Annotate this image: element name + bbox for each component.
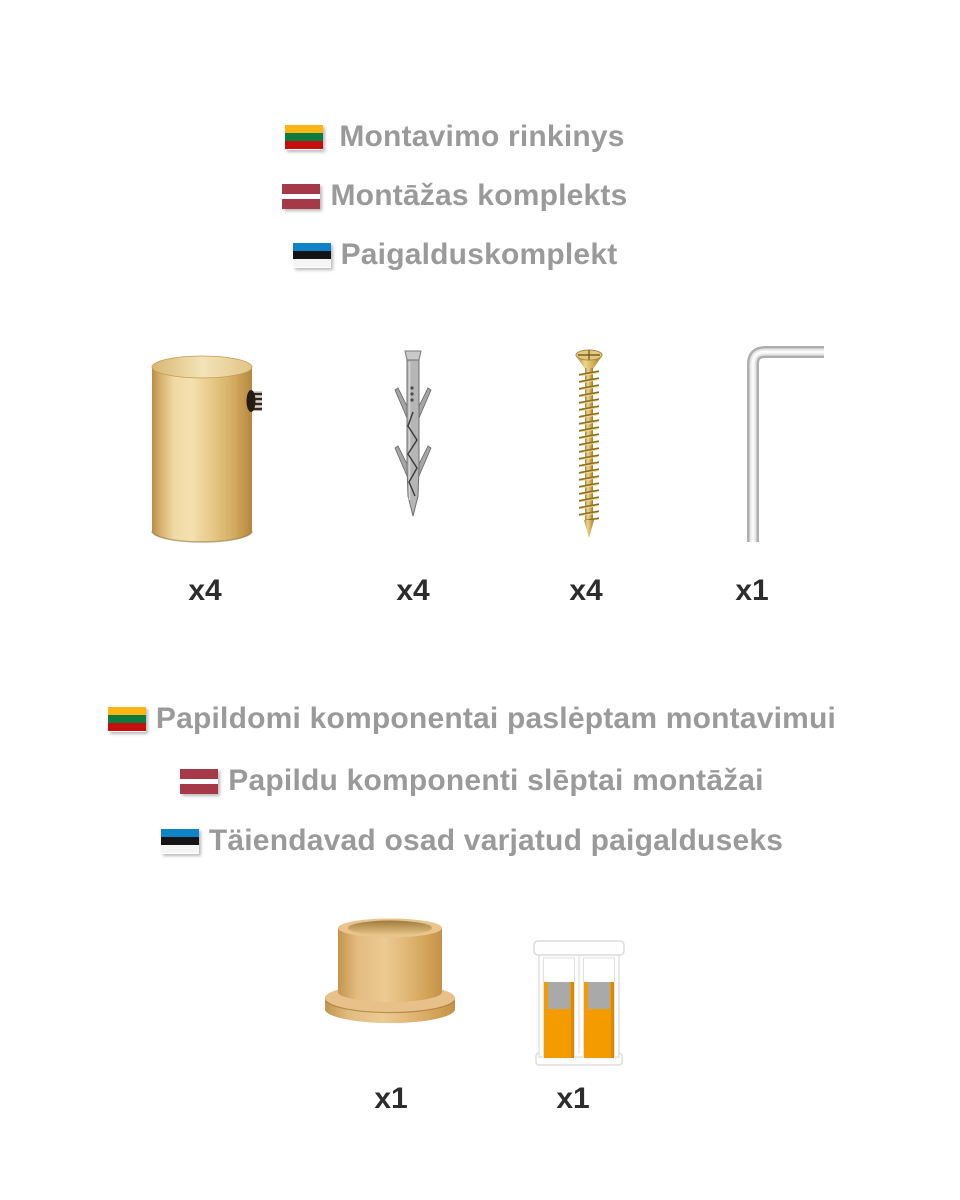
lithuania-flag-icon <box>285 125 323 150</box>
qty-label-wall-plug: x4 <box>396 574 430 607</box>
mounting-screw-image <box>574 348 604 540</box>
kit-title-lt: Montavimo rinkinys <box>339 120 625 153</box>
kit-heading-lt <box>0 117 935 157</box>
extras-title-lv: Papildu komponenti slēptai montāžai <box>228 764 764 797</box>
kit-title-et: Paigalduskomplekt <box>340 238 618 271</box>
qty-label-screw: x4 <box>569 574 603 607</box>
kit-heading-lv <box>0 176 935 216</box>
connector-lever-right <box>584 958 615 1058</box>
estonia-flag-icon <box>161 829 199 854</box>
kit-title-lv: Montāžas komplekts <box>330 179 628 212</box>
connector-lever-left <box>544 958 575 1058</box>
lithuania-flag-icon <box>108 707 146 732</box>
extras-title-et: Täiendavad osad varjatud paigalduseks <box>208 824 784 857</box>
qty-label-hex-key: x1 <box>735 574 769 607</box>
set-screw <box>247 390 263 412</box>
latvia-flag-icon <box>282 184 320 209</box>
qty-label-cylinder: x4 <box>188 574 222 607</box>
extras-heading-et <box>0 821 952 861</box>
wire-connector-image <box>533 938 625 1070</box>
estonia-flag-icon <box>293 243 331 268</box>
hex-key-image <box>744 342 824 544</box>
kit-heading-et <box>0 235 935 275</box>
latvia-flag-icon <box>180 769 218 794</box>
brass-bushing-cap-image <box>322 914 458 1026</box>
extras-heading-lt <box>0 699 952 739</box>
brass-ceiling-cylinder-image <box>150 352 262 546</box>
qty-label-bushing: x1 <box>374 1082 408 1115</box>
wall-plug-anchor-image <box>385 350 441 528</box>
extras-title-lt: Papildomi komponentai paslėptam montavimui <box>155 702 837 735</box>
qty-label-connector: x1 <box>556 1082 590 1115</box>
extras-heading-lv <box>0 761 952 801</box>
